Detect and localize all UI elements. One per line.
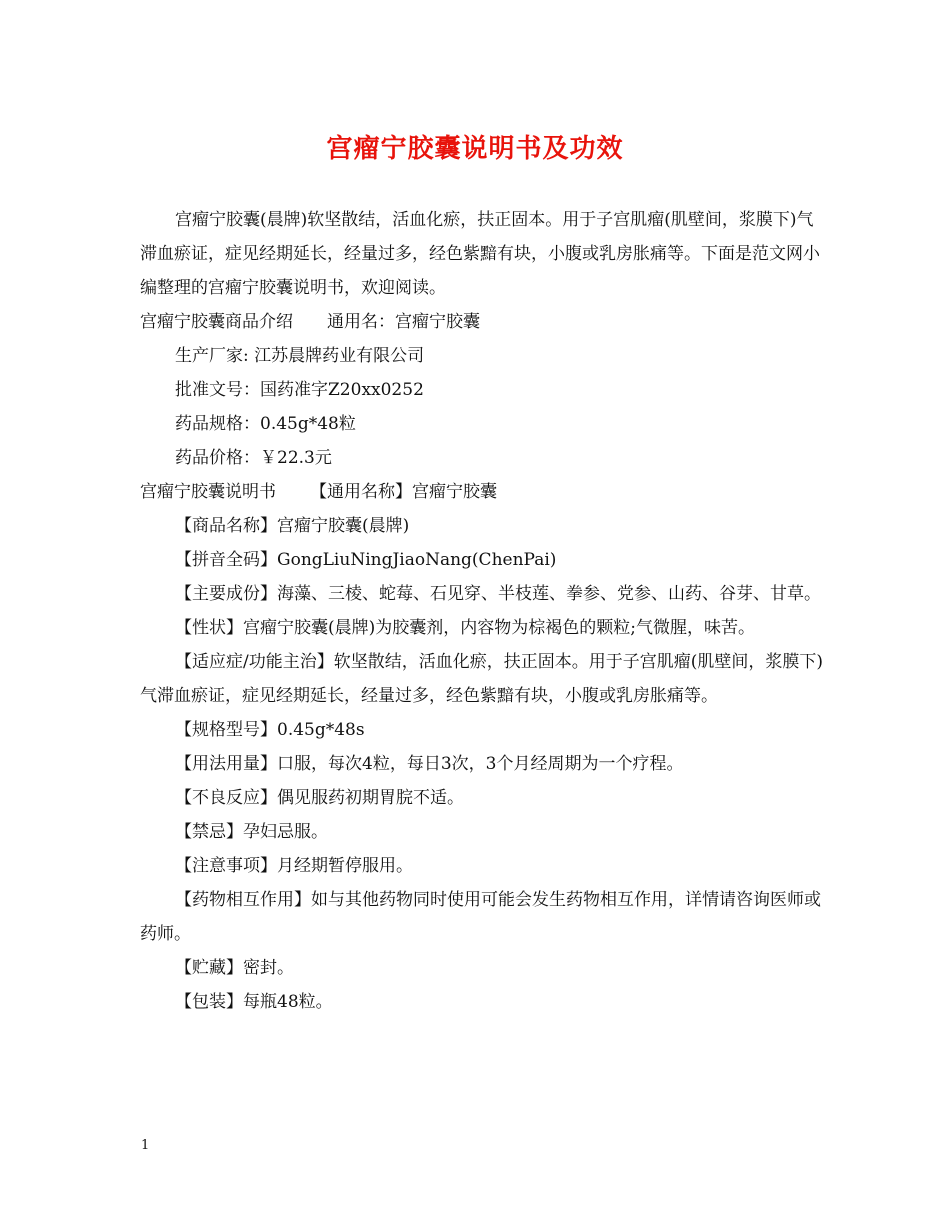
document-body <box>140 203 830 1019</box>
interactions-paragraph: 【药物相互作用】如与其他药物同时使用可能会发生药物相互作用，详情请咨询医师或药师。 <box>140 890 821 944</box>
specification-line: 药品规格：0.45g*48粒 <box>175 414 356 434</box>
dosage-line: 【用法用量】口服，每次4粒，每日3次，3个月经周期为一个疗程。 <box>175 754 684 774</box>
indications-paragraph: 【适应症/功能主治】软坚散结，活血化瘀，扶正固本。用于子宫肌瘤(肌壁间，浆膜下)气滞血瘀证，症见经期延长，经量过多，经色紫黯有块，小腹或乳房胀痛等。 <box>140 652 823 706</box>
price-line: 药品价格：￥22.3元 <box>175 448 332 468</box>
properties-paragraph: 【性状】宫瘤宁胶囊(晨牌)为胶囊剂，内容物为棕褐色的颗粒;气微腥，味苦。 <box>175 618 755 638</box>
adverse-reactions-line: 【不良反应】偶见服药初期胃脘不适。 <box>175 788 464 808</box>
product-name-line: 【商品名称】宫瘤宁胶囊(晨牌) <box>175 516 410 536</box>
product-intro-line <box>140 305 830 339</box>
ingredients-paragraph: 【主要成份】海藻、三棱、蛇莓、石见穿、半枝莲、拳参、党参、山药、谷芽、甘草。 <box>175 584 821 604</box>
model-line: 【规格型号】0.45g*48s <box>175 720 365 740</box>
product-generic-name: 通用名：宫瘤宁胶囊 <box>327 312 480 332</box>
packaging-line: 【包装】每瓶48粒。 <box>175 992 333 1012</box>
document-title: 宫瘤宁胶囊说明书及功效 <box>326 134 624 164</box>
page-number: 1 <box>141 1138 150 1153</box>
precautions-line: 【注意事项】月经期暂停服用。 <box>175 856 413 876</box>
contraindications-line: 【禁忌】孕妇忌服。 <box>175 822 328 842</box>
intro-paragraph: 宫瘤宁胶囊(晨牌)软坚散结，活血化瘀，扶正固本。用于子宫肌瘤(肌壁间，浆膜下)气滞血瘀证，症见经期延长，经量过多，经色紫黯有块，小腹或乳房胀痛等。下面是范文网小编整理的宫瘤宁胶囊说明书，欢迎阅读。 <box>140 210 820 298</box>
approval-number-line: 批准文号：国药准字Z20xx0252 <box>175 380 424 400</box>
manual-heading: 宫瘤宁胶囊说明书 <box>140 482 276 502</box>
manual-generic-name: 【通用名称】宫瘤宁胶囊 <box>310 482 497 502</box>
storage-line: 【贮藏】密封。 <box>175 958 294 978</box>
manufacturer-line: 生产厂家: 江苏晨牌药业有限公司 <box>175 346 425 366</box>
manual-line <box>140 475 830 509</box>
pinyin-line: 【拼音全码】GongLiuNingJiaoNang(ChenPai) <box>175 550 557 570</box>
product-intro-heading: 宫瘤宁胶囊商品介绍 <box>140 312 293 332</box>
